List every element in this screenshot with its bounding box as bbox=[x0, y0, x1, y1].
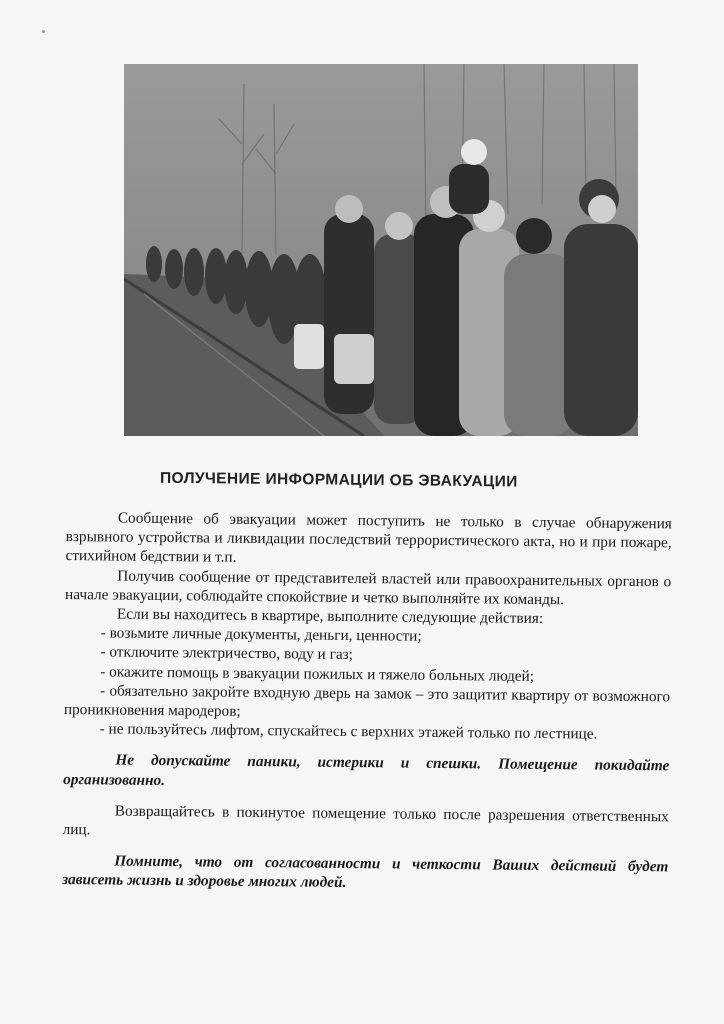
action-item: - отключите электричество, воду и газ; bbox=[100, 643, 354, 664]
body-text bbox=[62, 508, 672, 896]
action-item-lock-door bbox=[64, 681, 670, 726]
evacuation-photo bbox=[124, 64, 638, 436]
action-item-text: - не пользуйтесь лифтом, спускайтесь с верхних этажей только по лестнице. bbox=[99, 720, 598, 743]
emphasis-no-panic: Не допускайте паники, истерики и спешки. Помещение покидайте организованно. bbox=[63, 751, 670, 789]
evacuation-photo-illustration bbox=[124, 64, 638, 436]
action-item: - возьмите личные документы, деньги, ценности; bbox=[100, 624, 422, 645]
action-item: - окажите помощь в эвакуации пожилых и тяжело больных людей; bbox=[100, 662, 535, 685]
paragraph-apartment-actions: Если вы находитесь в квартире, выполните следующие действия: bbox=[116, 605, 544, 628]
scan-speck bbox=[42, 30, 45, 33]
paragraph-stay-calm: Получив сообщение от представителей властей или правоохранительных органов о начале эвакуации, соблюдайте спокойствие и четко выполняйте их команды. bbox=[65, 567, 672, 609]
action-item-text: - обязательно закройте входную дверь на замок – это защитит квартиру от возможного проникновения мародеров; bbox=[63, 682, 671, 720]
paragraph-return: Возвращайтесь в покинутое помещение только после разрешения ответственных лиц. bbox=[62, 802, 669, 839]
emphasis-coordination: Помните, что от согласованности и четкости Ваших действий будет зависеть жизнь и здоровье многих людей. bbox=[62, 852, 669, 892]
page-title: ПОЛУЧЕНИЕ ИНФОРМАЦИИ ОБ ЭВАКУАЦИИ bbox=[159, 469, 518, 491]
paragraph-evacuation-notice: Сообщение об эвакуации может поступить не только в случае обнаружения взрывного устройства и ликвидации последствий террористического акта, но и при пожаре, стихийном бедствии и т.п. bbox=[65, 509, 672, 567]
